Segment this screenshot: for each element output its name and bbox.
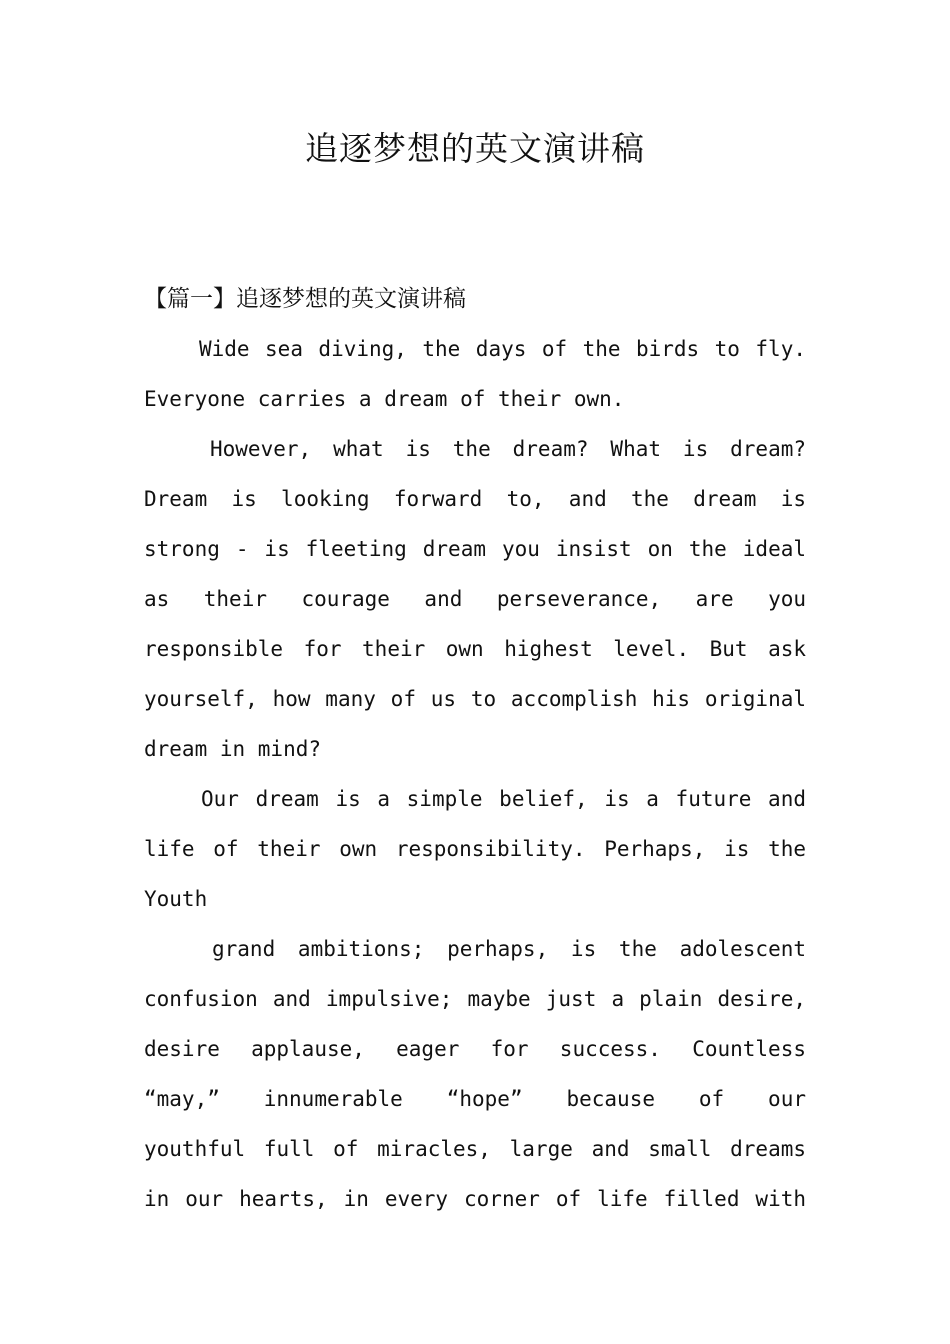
text-line: However, what is the dream? What is dream? [210, 437, 806, 461]
text-line: Youth [144, 887, 208, 911]
text-line: strong - is fleeting dream you insist on the ideal [144, 537, 806, 561]
text-line: youthful full of miracles, large and small dreams [144, 1137, 806, 1161]
text-line: dream in mind? [144, 737, 322, 761]
text-line: life of their own responsibility. Perhaps, is the [144, 837, 806, 861]
section-heading: 【篇一】追逐梦想的英文演讲稿 [144, 286, 466, 312]
text-line: in our hearts, in every corner of life filled with [144, 1187, 806, 1211]
text-line: responsible for their own highest level. But ask [144, 637, 806, 661]
text-line: desire applause, eager for success. Countless [144, 1037, 806, 1061]
text-line: Everyone carries a dream of their own. [144, 387, 625, 411]
paragraph-lines [144, 324, 806, 1224]
text-line: Dream is looking forward to, and the dream is [144, 487, 806, 511]
document-body [144, 274, 806, 1224]
text-line: Our dream is a simple belief, is a future and [201, 787, 806, 811]
text-line: “may,” innumerable “hope” because of our [144, 1087, 806, 1111]
text-line: Wide sea diving, the days of the birds to fly. [199, 337, 806, 361]
text-line: grand ambitions; perhaps, is the adolescent [212, 937, 806, 961]
text-line: as their courage and perseverance, are you [144, 587, 806, 611]
text-line: confusion and impulsive; maybe just a plain desire, [144, 987, 806, 1011]
text-line: yourself, how many of us to accomplish his original [144, 687, 806, 711]
document-title: 追逐梦想的英文演讲稿 [305, 129, 645, 168]
